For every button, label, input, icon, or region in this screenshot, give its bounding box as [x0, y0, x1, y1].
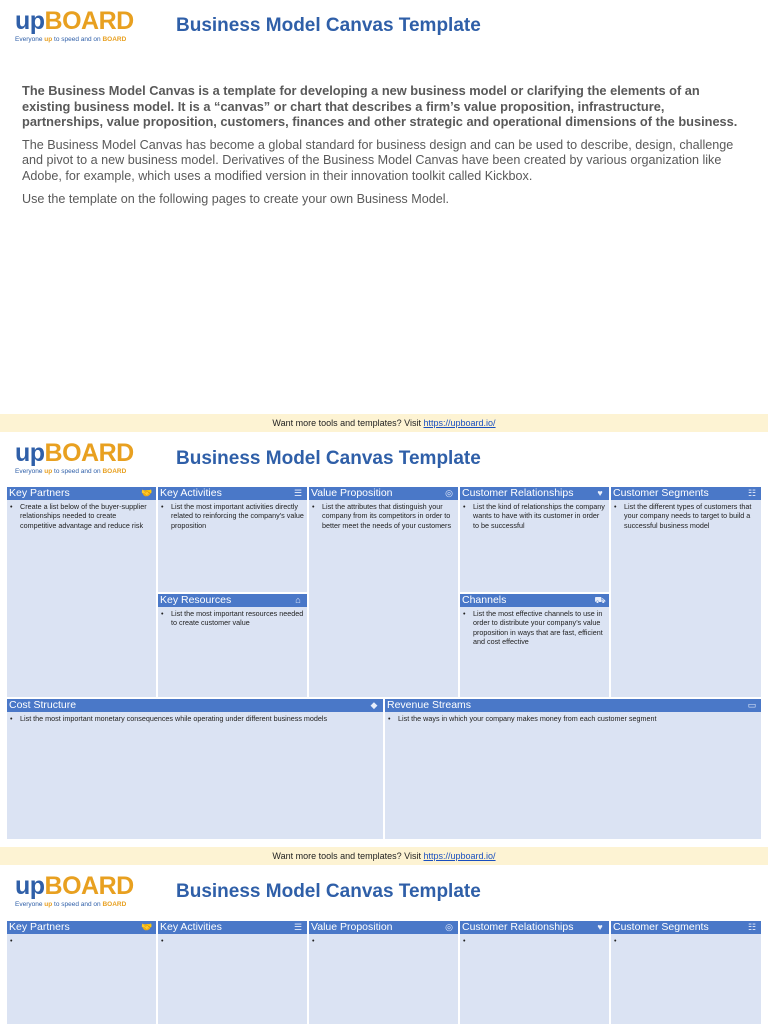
cost-structure-cell: Cost Structure ◆ • List the most important monetary consequences while operating under different business models — [6, 698, 384, 840]
promo-banner: Want more tools and templates? Visit https://upboard.io/ — [0, 847, 768, 865]
upboard-link[interactable]: https://upboard.io/ — [423, 418, 496, 428]
customer-relationships-bullet[interactable]: • List the kind of relationships the company wants to have with its customer in order to be successful — [463, 502, 606, 530]
factory-icon: ⌂ — [295, 595, 301, 605]
intro-paragraph-2: The Business Model Canvas has become a global standard for business design and can be used to describe, design, challenge and pivot to a new business model. Derivatives of the Business Model Canvas have been created by various organization like Adobe, for example, which uses a modified version in their innovation toolkit called Kickbox. — [22, 137, 734, 183]
heart-icon: ♥ — [597, 922, 603, 932]
revenue-streams-bullet[interactable]: • List the ways in which your company makes money from each customer segment — [388, 714, 758, 723]
upboard-link[interactable]: https://upboard.io/ — [423, 851, 496, 861]
truck-icon: ⛟ — [594, 595, 606, 605]
people-icon: ☷ — [747, 488, 757, 498]
key-partners-header: Key Partners 🤝 — [7, 487, 156, 500]
intro-paragraph-3: Use the template on the following pages to create your own Business Model. — [22, 192, 450, 206]
customer-segments-bullet[interactable]: • List the different types of customers that your company needs to target to build a successful business model — [614, 502, 758, 530]
heart-icon: ♥ — [597, 488, 603, 498]
cost-structure-bullet[interactable]: • List the most important monetary consequences while operating under different business models — [10, 714, 380, 723]
intro-text — [22, 83, 742, 216]
people-icon: ☷ — [747, 922, 757, 932]
intro-paragraph-1: The Business Model Canvas is a template for developing a new business model or clarifying the elements of an existing business model. It is a “canvas” or chart that describes a firm’s value proposition, infrastructure, partnerships, value proposition, customers, finances and other strategic and operational dimensions of the business. — [22, 83, 738, 129]
upboard-logo: upBOARD Everyone up to speed and on BOARD — [15, 872, 134, 908]
page-title: Business Model Canvas Template — [176, 881, 481, 902]
upboard-logo: upBOARD Everyone up to speed and on BOARD — [15, 439, 134, 475]
checklist-icon: ☰ — [293, 922, 303, 932]
handshake-icon: 🤝 — [141, 922, 153, 932]
gift-icon: ◎ — [445, 922, 453, 932]
customer-segments-cell: Customer Segments ☷ • List the different types of customers that your company needs to target to build a successful business model — [610, 486, 762, 698]
customer-relationships-cell: Customer Relationships ♥ — [459, 920, 610, 1024]
page-2 — [0, 433, 768, 843]
channels-cell: Channels ⛟ • List the most effective channels to use in order to distribute your company’s value proposition in ways that are fast, efficient and cost effective — [459, 593, 610, 698]
page-1 — [0, 0, 768, 410]
gift-icon: ◎ — [445, 488, 453, 498]
cash-icon: ▭ — [747, 700, 757, 710]
checklist-icon: ☰ — [293, 488, 303, 498]
key-partners-cell — [6, 486, 157, 698]
promo-banner: Want more tools and templates? Visit https://upboard.io/ — [0, 414, 768, 432]
upboard-logo: upBOARD Everyone up to speed and on BOARD — [15, 7, 134, 43]
key-partners-cell: Key Partners 🤝 — [6, 920, 157, 1024]
key-activities-bullet[interactable]: • List the most important activities directly related to reinforcing the company’s value proposition — [161, 502, 304, 530]
page-title: Business Model Canvas Template — [176, 15, 481, 36]
value-proposition-cell: Value Proposition ◎ — [308, 920, 459, 1024]
business-model-canvas — [6, 486, 762, 840]
page-title: Business Model Canvas Template — [176, 448, 481, 469]
key-resources-bullet[interactable]: • List the most important resources needed to create customer value — [161, 609, 304, 628]
tag-icon: ◆ — [370, 700, 378, 710]
key-activities-cell: Key Activities ☰ • List the most important activities directly related to reinforcing the company’s value proposition — [157, 486, 308, 593]
customer-segments-cell: Customer Segments ☷ — [610, 920, 762, 1024]
blank-business-model-canvas — [6, 920, 762, 1024]
value-proposition-bullet[interactable]: • List the attributes that distinguish your company from its competitors in order to better meet the needs of your customers — [312, 502, 455, 530]
customer-relationships-cell: Customer Relationships ♥ • List the kind of relationships the company wants to have with its customer in order to be successful — [459, 486, 610, 593]
key-resources-cell: Key Resources ⌂ • List the most important resources needed to create customer value — [157, 593, 308, 698]
key-partners-bullet[interactable]: • Create a list below of the buyer-supplier relationships needed to create competitive advantage and reduce risk — [10, 502, 153, 530]
page-3 — [0, 866, 768, 1024]
revenue-streams-cell: Revenue Streams ▭ • List the ways in which your company makes money from each customer segment — [384, 698, 762, 840]
handshake-icon: 🤝 — [141, 488, 153, 498]
value-proposition-cell: Value Proposition ◎ • List the attributes that distinguish your company from its competitors in order to better meet the needs of your customers — [308, 486, 459, 698]
key-activities-cell: Key Activities ☰ — [157, 920, 308, 1024]
channels-bullet[interactable]: • List the most effective channels to use in order to distribute your company’s value proposition in ways that are fast, efficient and cost effective — [463, 609, 606, 647]
